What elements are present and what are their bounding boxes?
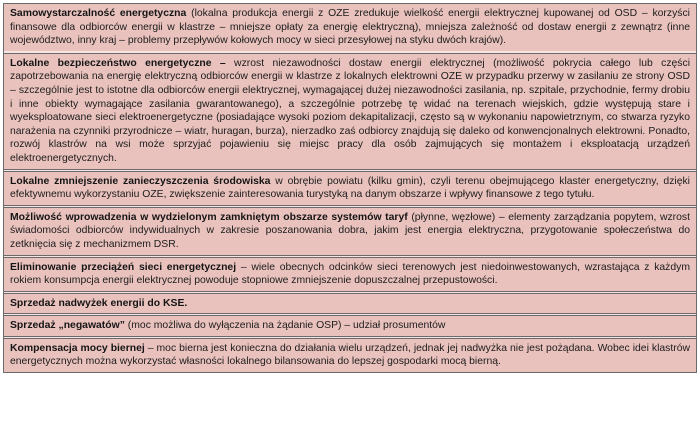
table-row <box>3 53 697 169</box>
row-text: – moc bierna jest konieczna do działania wielu urządzeń, jednak jej nadwyżka nie jest pożądana. Wobec idei klastrów energetycznych można wykorzystać własności lokalnego bilansowania do lepszej gospodarki mocą bierną. <box>10 342 690 368</box>
row-text: (lokalna produkcja energii z OZE zredukuje wielkość energii elektrycznej kupowanej od OSD – korzyści finansowe dla odbiorców energii w klastrze – mniejsze opłaty za energię elektryczną), mniejsza zależność od dostaw energii z zewnątrz (inne województwo, inny kraj – problemy przepływów kołowych mocy w sieci przesyłowej na styku dwóch krajów). <box>10 8 690 47</box>
table-row <box>3 3 697 51</box>
row-text: wzrost niezawodności dostaw energii elektrycznej (możliwość pokrycia całego lub części zapotrzebowania na energię elektryczną odbiorców energii w klastrze z lokalnych elektrowni OZE w przypadku przerwy w zasilaniu ze strony OSD – szczególnie jest to istotne dla odbiorców energii elektrycznej, wymagającej dużej niezawodności zasilania, np. szpitale, przychodnie, fermy drobiu i inne obiekty wymagające zasilania gwarantowanego), a szczególnie potrzebę tę widać na terenach wiejskich, gdzie występują stare i wyeksploatowane sieci elektroenergetyczne (posiadające wysoki poziom dekapitalizacji, często są w wykonaniu napowietrznym, co stwarza ryzyko narażenia na czynniki przyrodnicze – wiatr, huragan, burza), nierzadko zaś odbiorcy znajdują się daleko od konwencjonalnych elektrowni. Ponadto, rozwój klastrów na wsi może sprzyjać pojawieniu się miejsc pracy dla osób zajmujących się montażem i eksploatacją urządzeń elektroenergetycznych. <box>10 57 691 164</box>
table-row <box>3 207 697 255</box>
row-title: Sprzedaż nadwyżek energii do KSE. <box>10 297 188 309</box>
table-row <box>3 171 697 205</box>
row-title: Możliwość wprowadzenia w wydzielonym zamkniętym obszarze systemów taryf <box>10 211 408 223</box>
row-text: (płynne, węzłowe) – elementy zarządzania popytem, wzrost świadomości odbiorców indywidualnych w zakresie poszanowania dobra, jakim jest energia elektryczna, przygotowanie społeczeństwa do zetknięcia się z mechanizmem DSR. <box>10 211 690 250</box>
benefits-table <box>3 3 697 373</box>
row-text: w obrębie powiatu (kilku gmin), czyli terenu obejmującego klaster energetyczny, dzięki efektywnemu wykorzystaniu OZE, zwiększenie zainteresowania turystyką na danym obszarze i wpływy finansowe z tego tytułu. <box>10 175 690 201</box>
table-row <box>3 293 697 314</box>
table-row <box>3 338 697 373</box>
table-row <box>3 257 697 291</box>
row-title: Samowystarczalność energetyczna <box>10 8 187 19</box>
table-row <box>3 315 697 336</box>
row-text: – wiele obecnych odcinków sieci terenowych jest niedoinwestowanych, wzrastająca z każdym rokiem konsumpcja energii elektrycznej powoduje stopniowe zmniejszenie dopuszczalnej przepustowości. <box>10 261 690 287</box>
row-title: Sprzedaż „negawatów” <box>10 320 125 332</box>
row-title: Kompensacja mocy biernej <box>10 342 145 354</box>
row-title: Eliminowanie przeciążeń sieci energetycznej <box>10 261 237 273</box>
row-title: Lokalne zmniejszenie zanieczyszczenia środowiska <box>10 175 271 187</box>
row-text: (moc możliwa do wyłączenia na żądanie OSP) – udział prosumentów <box>124 320 446 332</box>
row-title: Lokalne bezpieczeństwo energetyczne – <box>10 57 226 69</box>
